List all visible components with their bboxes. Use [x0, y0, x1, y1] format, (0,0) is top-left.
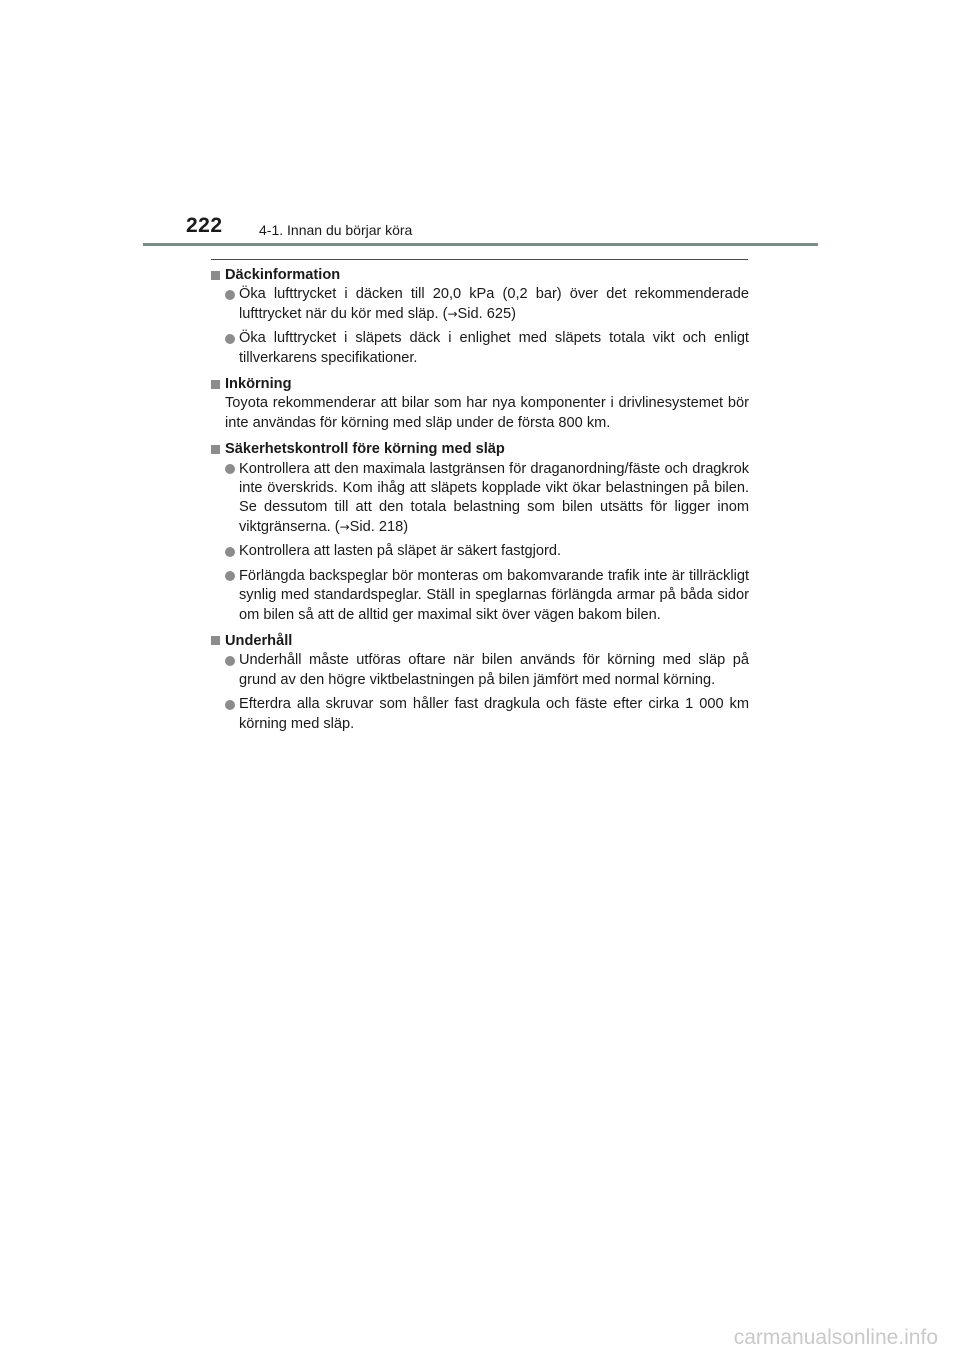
heading-text: Inkörning	[225, 376, 292, 393]
bullet-text: Kontrollera att lasten på släpet är säkert fastgjord.	[239, 543, 562, 560]
square-bullet-icon	[211, 445, 220, 454]
section-title: 4-1. Innan du börjar köra	[259, 222, 413, 238]
content-rule	[211, 259, 748, 260]
round-bullet-icon	[225, 547, 235, 557]
list-item	[211, 651, 749, 690]
square-bullet-icon	[211, 636, 220, 645]
page-number: 222	[186, 214, 223, 237]
bullet-text: Öka lufttrycket i släpets däck i enlighet med släpets totala vikt och enligt tillverkarens specifikationer.	[239, 330, 749, 366]
round-bullet-icon	[225, 334, 235, 344]
paragraph: Toyota rekommenderar att bilar som har nya komponenter i drivlinesystemet bör inte användas för körning med släp under de första 800 km.	[225, 395, 749, 431]
section-heading	[211, 266, 749, 285]
round-bullet-icon	[225, 571, 235, 581]
heading-text: Underhåll	[225, 632, 293, 649]
bullet-text: Förlängda backspeglar bör monteras om bakomvarande trafik inte är tillräckligt synlig med standardspeglar. Ställ in speglarnas förlängda armar på båda sidor om bilen så att de alltid ger maximal sikt över vägen bakom bilen.	[239, 567, 749, 623]
round-bullet-icon	[225, 464, 235, 474]
heading-text: Däckinformation	[225, 267, 341, 283]
bullet-text: Underhåll måste utföras oftare när bilen används för körning med släp på grund av den högre viktbelastningen på bilen jämfört med normal körning.	[239, 652, 749, 688]
bullet-text: Kontrollera att den maximala lastgränsen för draganordning/fäste och dragkrok inte överskrids. Kom ihåg att släpets kopplade vikt ökar belastningen på bilen. Se dessutom till att den totala belastning som bilen utsätts för ligger inom viktgränserna. (	[239, 460, 749, 535]
round-bullet-icon	[225, 290, 235, 300]
page-reference: Sid. 625)	[457, 305, 516, 322]
section-heading	[211, 632, 749, 651]
round-bullet-icon	[225, 656, 235, 666]
arrow-icon: →	[339, 519, 350, 534]
heading-text: Säkerhetskontroll före körning med släp	[225, 441, 505, 458]
page-reference: Sid. 218)	[349, 518, 409, 535]
round-bullet-icon	[225, 700, 235, 710]
header-rule	[143, 243, 818, 246]
list-item	[211, 460, 749, 538]
bullet-text: Efterdra alla skruvar som håller fast dragkula och fäste efter cirka 1 000 km körning med släp.	[239, 696, 749, 732]
square-bullet-icon	[211, 271, 220, 280]
page-content	[211, 266, 749, 734]
section-heading	[211, 375, 749, 394]
list-item	[211, 695, 749, 734]
watermark: carmanualsonline.info	[733, 1326, 938, 1349]
list-item	[211, 285, 749, 324]
list-item	[211, 542, 749, 561]
page-header	[0, 214, 960, 254]
section-heading	[211, 440, 749, 459]
square-bullet-icon	[211, 380, 220, 389]
list-item	[211, 567, 749, 625]
list-item	[211, 329, 749, 368]
bullet-text: Öka lufttrycket i däcken till 20,0 kPa (0,2 bar) över det rekommenderade lufttrycket när du kör med släp. (	[239, 286, 749, 322]
arrow-icon: →	[447, 306, 458, 321]
